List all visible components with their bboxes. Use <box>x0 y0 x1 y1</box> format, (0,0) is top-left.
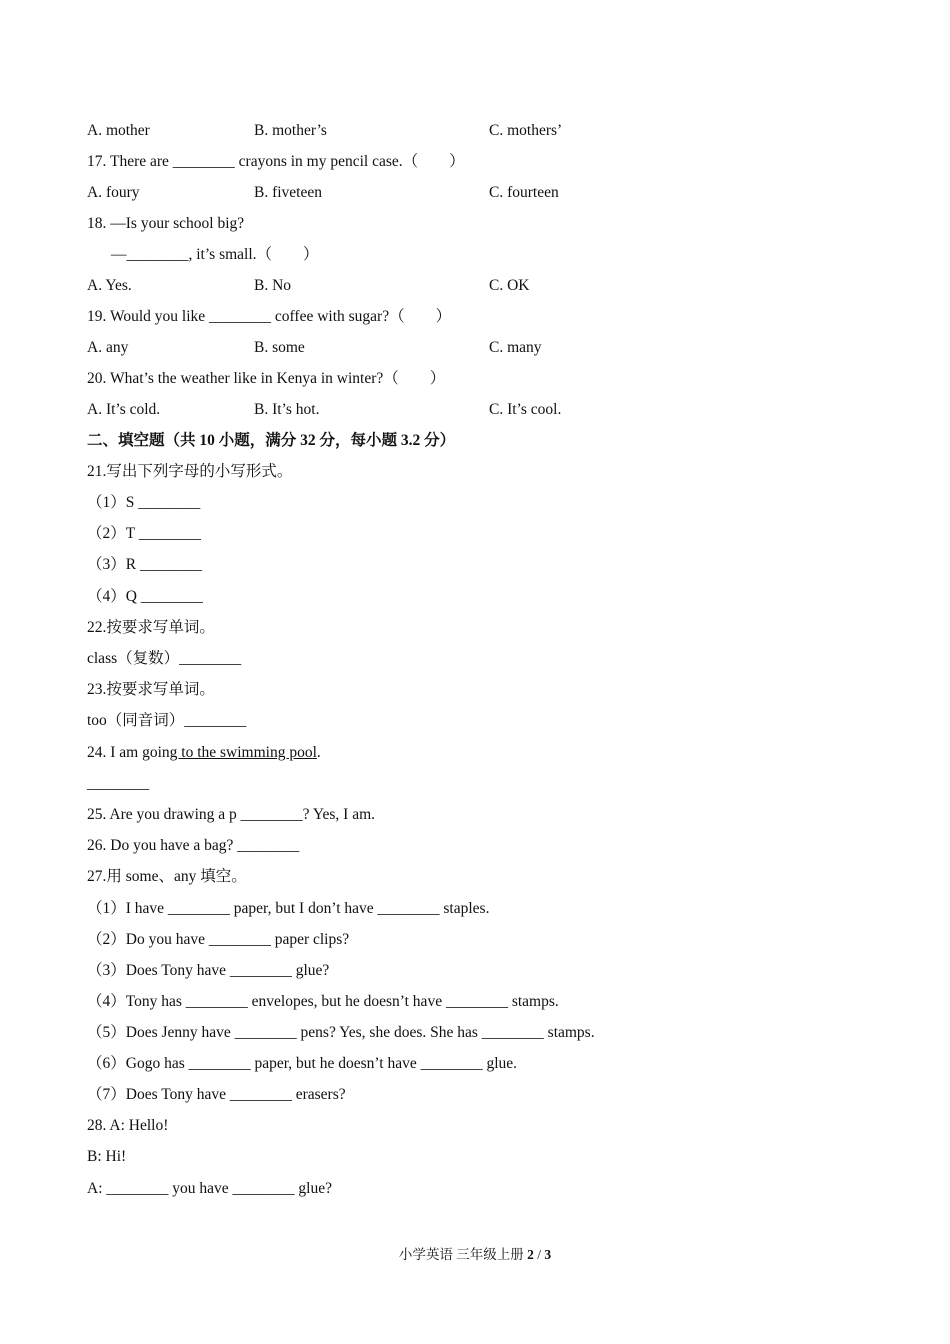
q18-option-c: C. OK <box>489 277 530 294</box>
q24-underlined-phrase: g to the swimming pool <box>169 744 317 761</box>
q23-item: too（同音词）________ <box>87 712 247 729</box>
q21-item-1: （1）S ________ <box>87 494 201 511</box>
q27-item-2: （2）Do you have ________ paper clips? <box>87 931 350 948</box>
q28-line-3: A: ________ you have ________ glue? <box>87 1180 332 1197</box>
footer-text: 小学英语 三年级上册 <box>398 1247 528 1262</box>
q24-answer-blank: ________ <box>87 775 149 792</box>
q19-option-a: A. any <box>87 339 129 356</box>
q20-stem: 20. What’s the weather like in Kenya in winter?（ ） <box>87 370 446 387</box>
q21-item-3: （3）R ________ <box>87 556 202 573</box>
q25: 25. Are you drawing a p ________? Yes, I am. <box>87 806 376 823</box>
q22-item: class（复数）________ <box>87 650 242 667</box>
q16-option-c: C. mothers’ <box>489 122 563 139</box>
q24-stem <box>87 741 321 765</box>
footer-page-number: 2 <box>527 1247 534 1262</box>
footer-separator: / <box>533 1247 545 1262</box>
q23-stem: 23.按要求写单词。 <box>87 681 215 698</box>
q16-option-b: B. mother’s <box>254 122 327 139</box>
q18-stem: 18. —Is your school big? <box>87 215 245 232</box>
q26: 26. Do you have a bag? ________ <box>87 837 300 854</box>
q22-stem: 22.按要求写单词。 <box>87 619 215 636</box>
q18-option-a: A. Yes. <box>87 277 132 294</box>
q20-option-c: C. It’s cool. <box>489 401 562 418</box>
q24-stem-end: . <box>316 744 321 761</box>
q27-item-4: （4）Tony has ________ envelopes, but he doesn’t have ________ stamps. <box>87 993 559 1010</box>
q17-option-c: C. fourteen <box>489 184 559 201</box>
q27-item-3: （3）Does Tony have ________ glue? <box>87 962 330 979</box>
q19-stem: 19. Would you like ________ coffee with sugar?（ ） <box>87 308 452 325</box>
q17-option-b: B. fiveteen <box>254 184 323 201</box>
q18-stem-reply: —________, it’s small.（ ） <box>111 246 319 263</box>
q21-item-2: （2）T ________ <box>87 525 201 542</box>
q24-stem-start: 24. I am goin <box>87 744 170 761</box>
q27-item-5: （5）Does Jenny have ________ pens? Yes, she does. She has ________ stamps. <box>87 1024 595 1041</box>
q27-stem: 27.用 some、any 填空。 <box>87 868 247 885</box>
q27-item-7: （7）Does Tony have ________ erasers? <box>87 1086 346 1103</box>
q18-option-b: B. No <box>254 277 292 294</box>
q19-option-b: B. some <box>254 339 305 356</box>
q27-item-1: （1）I have ________ paper, but I don’t have ________ staples. <box>87 900 490 917</box>
q16-option-a: A. mother <box>87 122 150 139</box>
q20-option-a: A. It’s cold. <box>87 401 161 418</box>
q27-item-6: （6）Gogo has ________ paper, but he doesn’t have ________ glue. <box>87 1055 518 1072</box>
page-footer <box>0 1244 950 1266</box>
q19-option-c: C. many <box>489 339 542 356</box>
q20-option-b: B. It’s hot. <box>254 401 320 418</box>
footer-total-pages: 3 <box>544 1247 552 1262</box>
q28-line-1: 28. A: Hello! <box>87 1117 169 1134</box>
q17-stem: 17. There are ________ crayons in my pencil case.（ ） <box>87 153 465 170</box>
q17-option-a: A. foury <box>87 184 140 201</box>
q21-item-4: （4）Q ________ <box>87 588 203 605</box>
section-2-heading: 二、填空题（共 10 小题，满分 32 分，每小题 3.2 分） <box>87 432 456 449</box>
q21-stem: 21.写出下列字母的小写形式。 <box>87 463 293 480</box>
q28-line-2: B: Hi! <box>87 1148 127 1165</box>
